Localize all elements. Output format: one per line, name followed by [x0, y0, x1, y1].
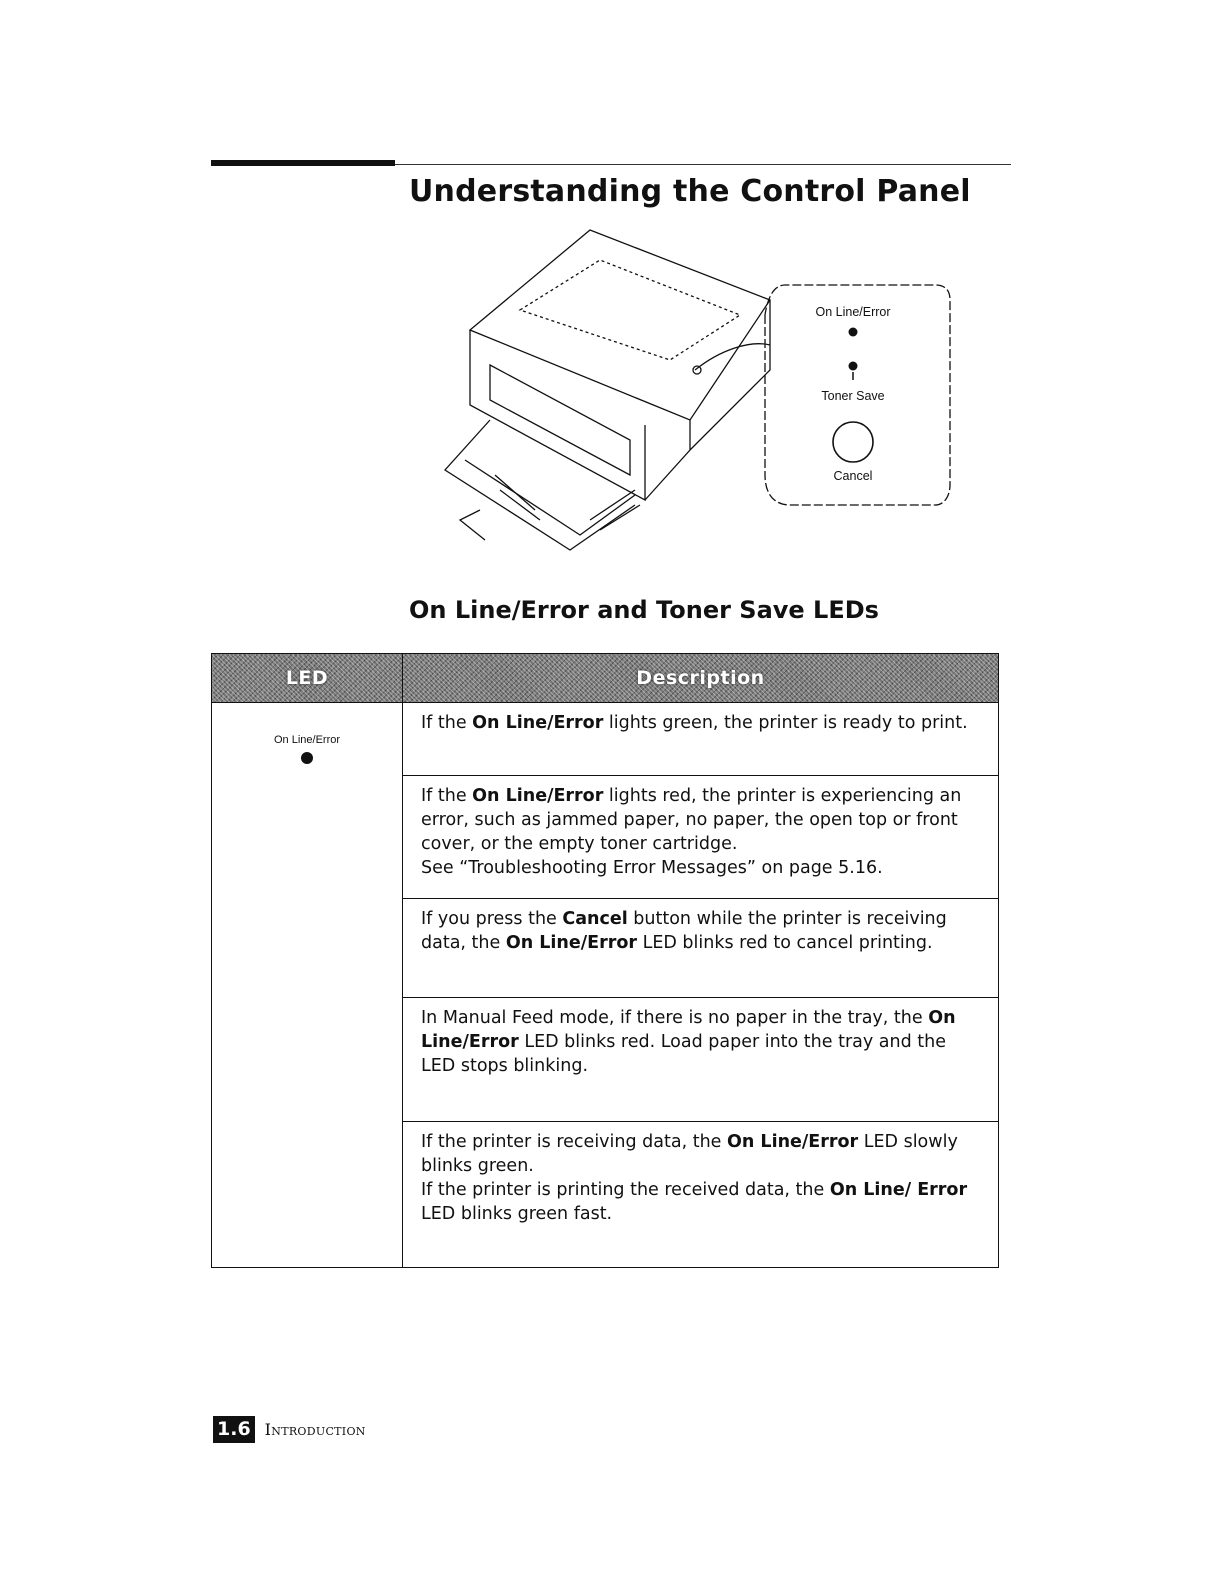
led-online-error-label: On Line/Error	[273, 734, 341, 746]
led-description-table	[211, 653, 999, 1268]
panel-online-error-label: On Line/Error	[815, 305, 891, 319]
column-header-description: Description	[403, 654, 999, 703]
description-text: If the On Line/Error lights green, the printer is ready to print.	[421, 713, 968, 733]
header-rule-thick	[211, 160, 395, 166]
page-number: 1.6	[213, 1416, 255, 1443]
description-text: If the On Line/Error lights red, the printer is experiencing an error, such as jammed paper, no paper, the open top or front cover, or the empty toner cartridge. See “Troubleshooting Error Messages” on page 5.16.	[421, 786, 962, 878]
emphasis-text: Cancel	[562, 909, 628, 929]
description-text: If the printer is receiving data, the On Line/Error LED slowly blinks green. If the printer is printing the received data, the On Line/ Error LED blinks green fast.	[421, 1132, 968, 1224]
panel-cancel-label: Cancel	[833, 469, 873, 483]
description-cell	[403, 899, 999, 998]
emphasis-text: On Line/ Error	[829, 1180, 968, 1200]
emphasis-text: On Line/Error	[505, 933, 637, 953]
description-text: In Manual Feed mode, if there is no paper in the tray, the On Line/Error LED blinks red. Load paper into the tray and the LED stops blinking.	[421, 1008, 956, 1076]
led-indicator-icon	[301, 752, 313, 764]
panel-toner-save-label: Toner Save	[821, 389, 885, 403]
header-rule-thin	[395, 164, 1011, 165]
description-cell	[403, 998, 999, 1122]
emphasis-text: On Line/Error	[421, 1008, 956, 1052]
emphasis-text: On Line/Error	[472, 786, 604, 806]
section-subtitle: On Line/Error and Toner Save LEDs	[409, 596, 879, 624]
description-cell	[403, 1122, 999, 1268]
table-row	[212, 703, 999, 776]
page-footer	[213, 1416, 366, 1443]
description-cell	[403, 776, 999, 899]
column-header-led: LED	[212, 654, 403, 703]
section-name: Introduction	[264, 1420, 366, 1439]
description-cell	[403, 703, 999, 776]
description-text: If you press the Cancel button while the printer is receiving data, the On Line/Error LED blinks red to cancel printing.	[421, 909, 947, 953]
table-header-row	[212, 654, 999, 703]
printer-control-panel-illustration	[440, 220, 960, 565]
led-cell	[212, 703, 403, 1268]
page-title: Understanding the Control Panel	[409, 174, 971, 209]
emphasis-text: On Line/Error	[727, 1132, 859, 1152]
emphasis-text: On Line/Error	[472, 713, 604, 733]
